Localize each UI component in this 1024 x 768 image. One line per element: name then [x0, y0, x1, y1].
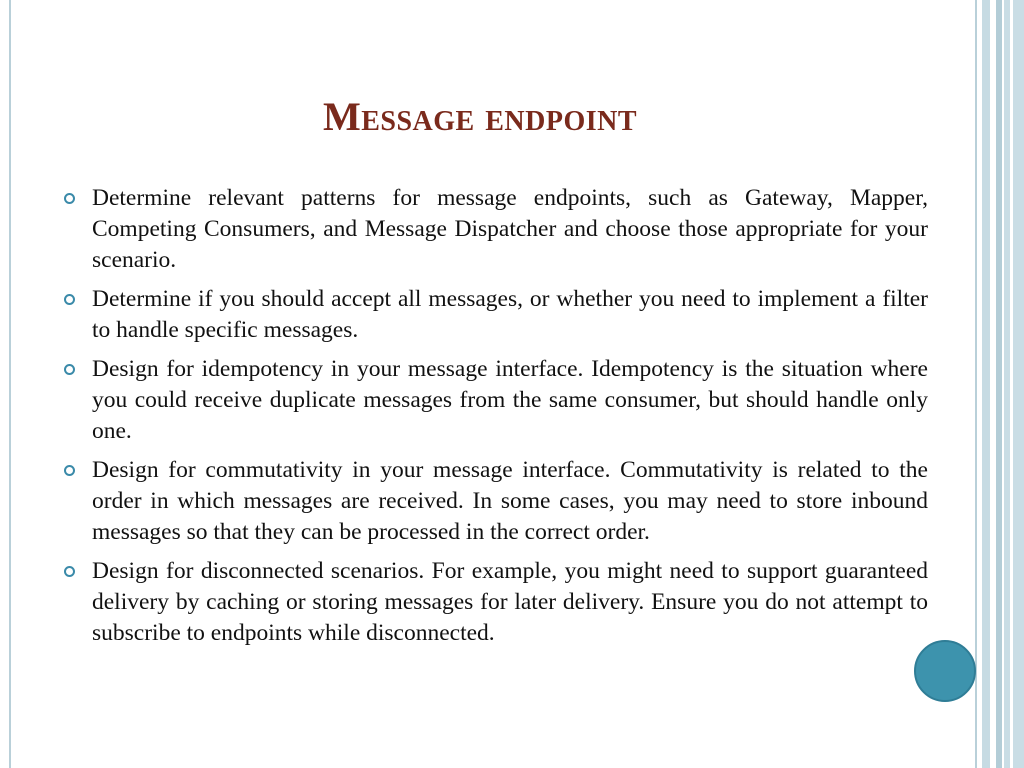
bullet-circle-icon: [64, 566, 75, 577]
bullet-item-4: [60, 455, 928, 548]
bullet-list: [60, 183, 928, 657]
right-stripe-3: [996, 0, 1002, 768]
right-stripe-2: [982, 0, 990, 768]
bullet-text: Design for commutativity in your message interface. Commutativity is related to the order in which messages are received. In some cases, you may need to store inbound messages so that they can be processed in the correct order.: [92, 457, 928, 545]
right-stripe-4: [1004, 0, 1024, 768]
bullet-item-1: [60, 183, 928, 276]
bullet-circle-icon: [64, 294, 75, 305]
right-stripe-gap-2: [1010, 0, 1013, 768]
decorative-circle: [914, 640, 976, 702]
left-frame-line: [9, 0, 11, 768]
right-stripe-1: [975, 0, 977, 768]
bullet-circle-icon: [64, 193, 75, 204]
bullet-item-3: [60, 354, 928, 447]
bullet-circle-icon: [64, 364, 75, 375]
slide-title: Message endpoint: [322, 93, 638, 139]
bullet-circle-icon: [64, 465, 75, 476]
bullet-text: Design for disconnected scenarios. For example, you might need to support guaranteed delivery by caching or storing messages for later delivery. Ensure you do not attempt to subscribe to endpoints while disconnected.: [92, 558, 928, 646]
bullet-item-5: [60, 556, 928, 649]
bullet-text: Design for idempotency in your message interface. Idempotency is the situation where you could receive duplicate messages from the same consumer, but should handle only one.: [92, 356, 928, 444]
bullet-text: Determine if you should accept all messages, or whether you need to implement a filter to handle specific messages.: [92, 286, 928, 343]
bullet-item-2: [60, 284, 928, 346]
bullet-text: Determine relevant patterns for message endpoints, such as Gateway, Mapper, Competing Consumers, and Message Dispatcher and choose those appropriate for your scenario.: [92, 185, 928, 273]
